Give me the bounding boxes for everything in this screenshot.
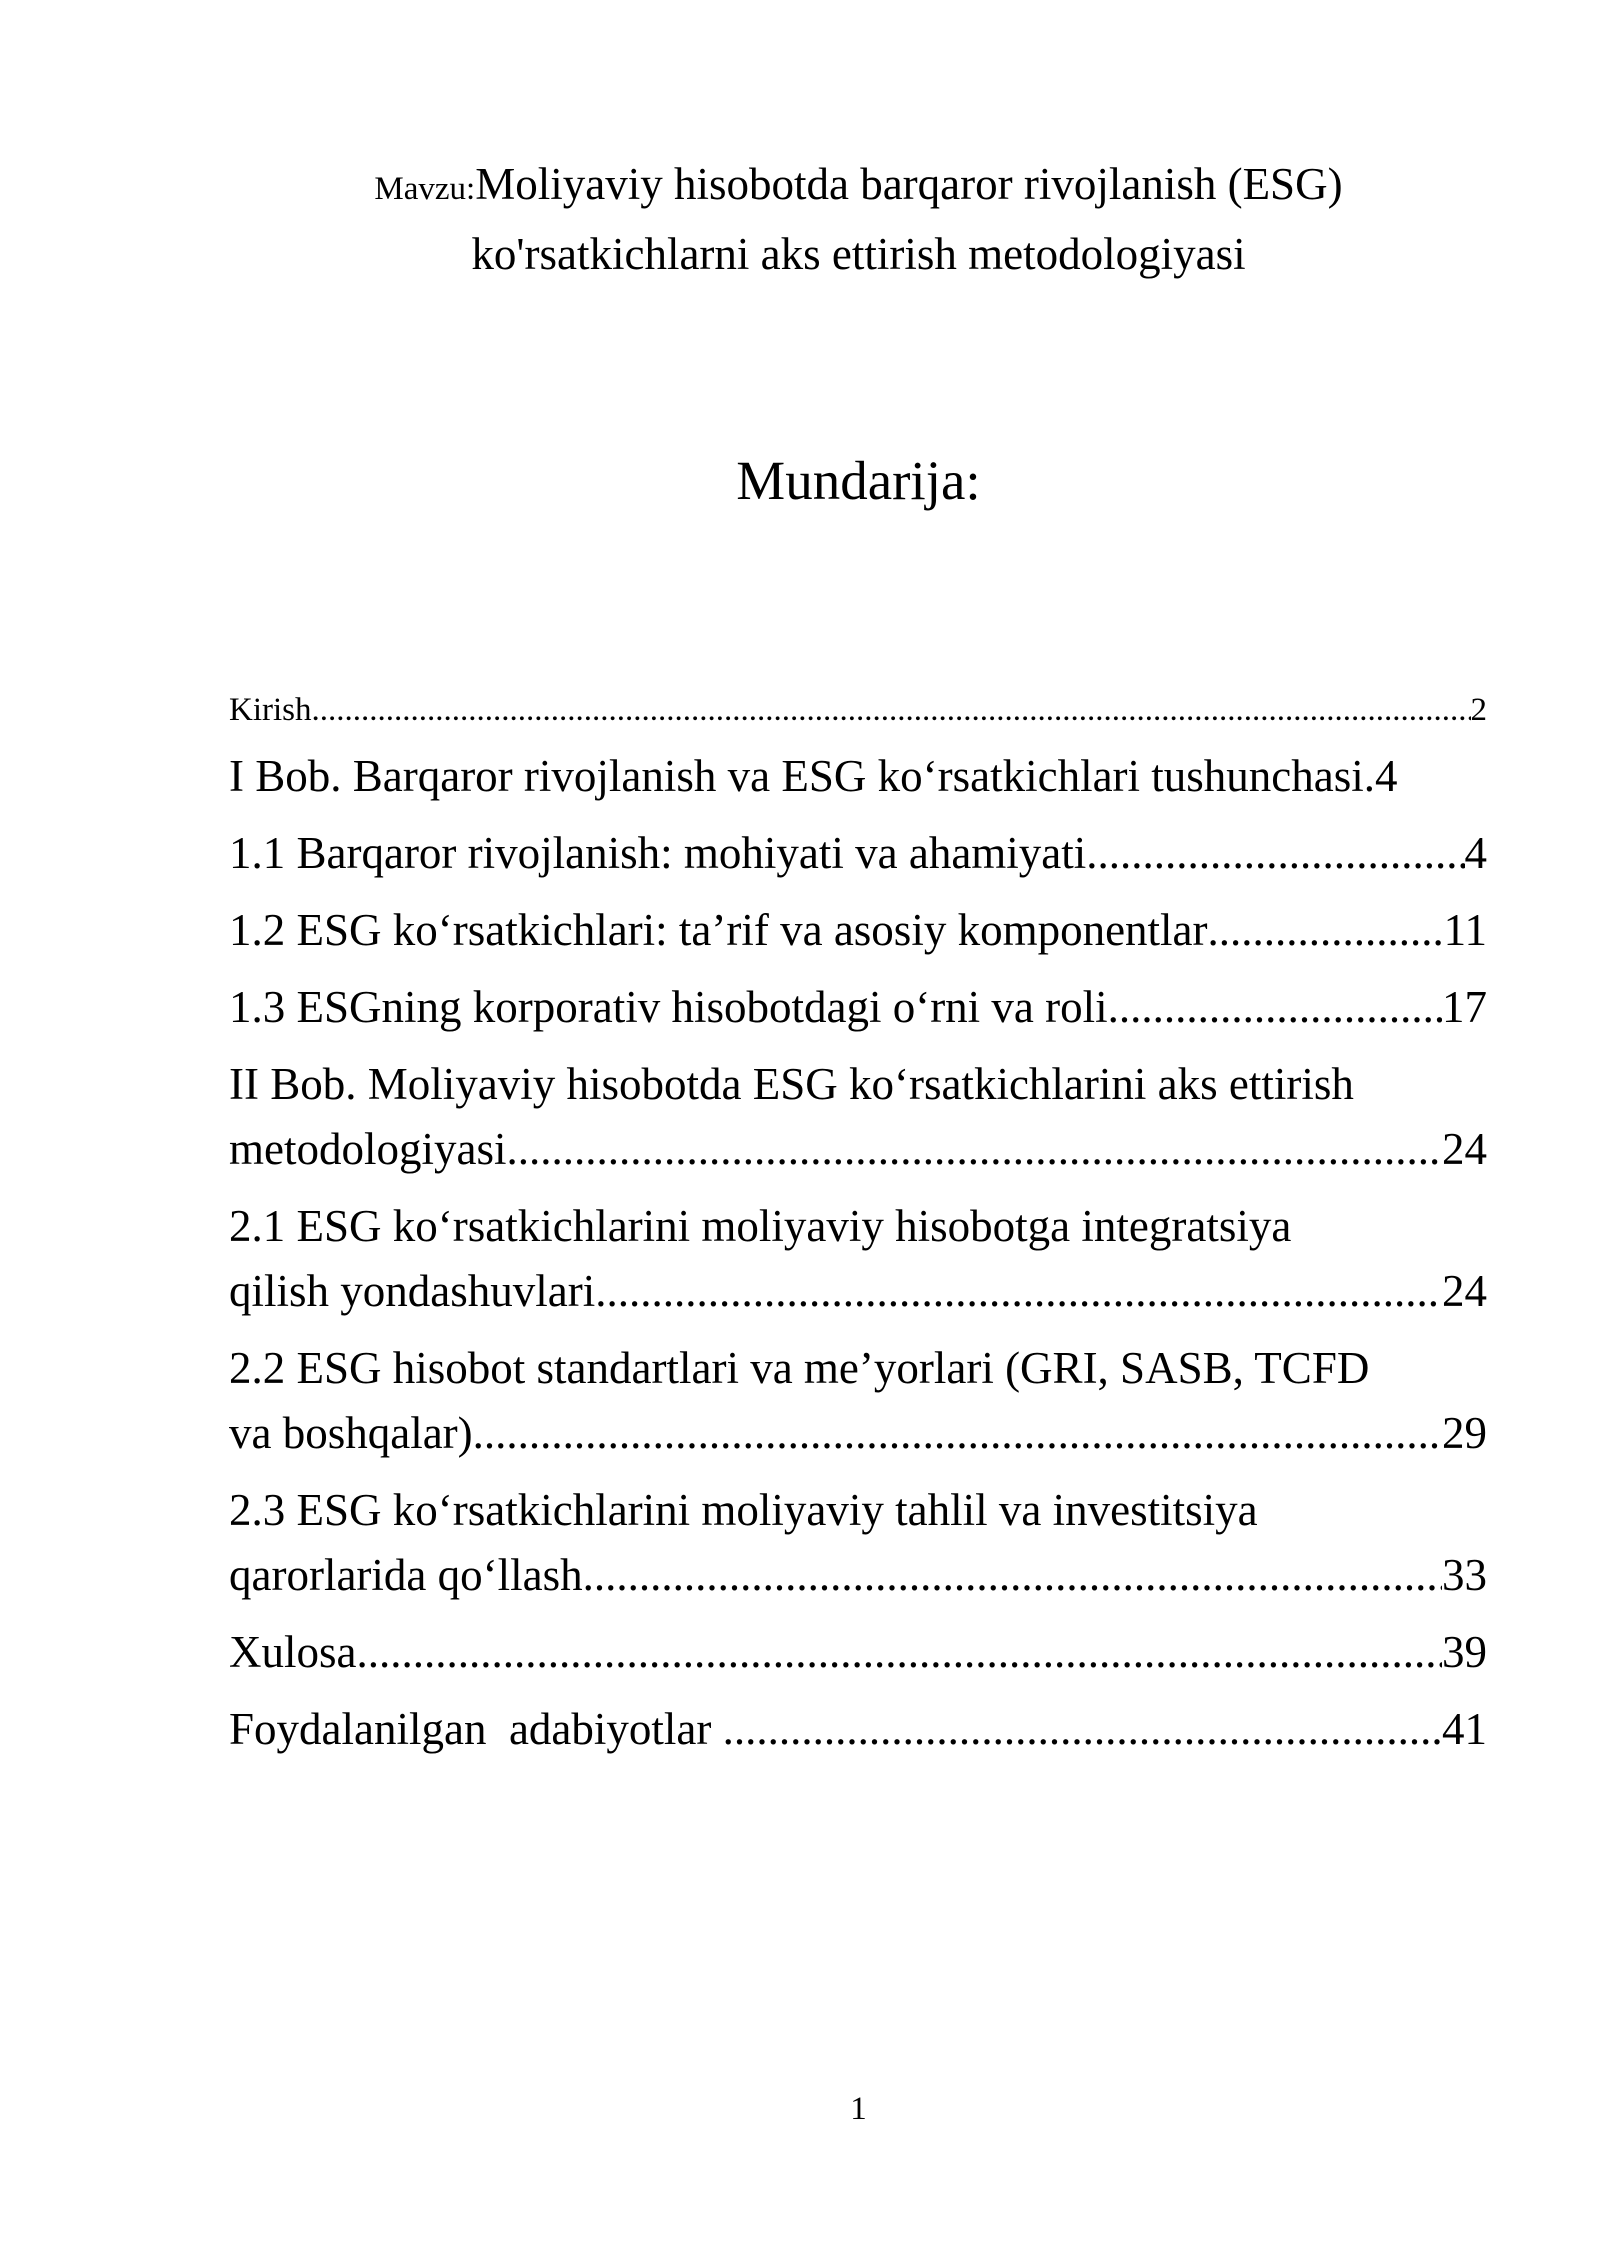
toc-entry-row (229, 1117, 1487, 1182)
toc-entry-2-1[interactable] (229, 1194, 1487, 1324)
toc-entry-page: 33 (1442, 1550, 1487, 1600)
toc-entry-first-line: 2.3 ESG ko‘rsatkichlarini moliyaviy tahlil va investitsiya (229, 1485, 1258, 1535)
toc-entry-text: qarorlarida qo‘llash (229, 1550, 583, 1600)
toc-entry-page: 29 (1442, 1408, 1487, 1458)
topic-heading (0, 152, 1600, 287)
toc-entry-2-2[interactable] (229, 1336, 1487, 1466)
toc-entry-page: 17 (1442, 982, 1487, 1032)
toc-entry-text: Xulosa (229, 1627, 357, 1677)
toc-leader-dots (312, 682, 1471, 738)
toc-leader-dots (473, 1401, 1442, 1466)
toc-entry-row (229, 744, 1487, 809)
topic-prefix: Mavzu: (374, 171, 476, 207)
toc-entry-row (229, 1259, 1487, 1324)
toc-entry-kirish[interactable] (229, 682, 1487, 738)
toc-entry-row (229, 1401, 1487, 1466)
toc-entry-chapter-2[interactable] (229, 1052, 1487, 1182)
toc-entry-row (229, 1697, 1487, 1762)
toc-entry-page: 24 (1442, 1124, 1487, 1174)
toc-entry-row (229, 682, 1487, 738)
toc-entry-1-1[interactable] (229, 821, 1487, 886)
table-of-contents (229, 682, 1487, 1774)
toc-entry-text: metodologiyasi (229, 1124, 507, 1174)
topic-line-1 (0, 152, 1600, 222)
toc-entry-page: 39 (1442, 1627, 1487, 1677)
toc-entry-text: 1.1 Barqaror rivojlanish: mohiyati va ahamiyati (229, 828, 1087, 878)
toc-entry-1-3[interactable] (229, 975, 1487, 1040)
topic-line-2: ko'rsatkichlarni aks ettirish metodologiyasi (471, 229, 1246, 279)
topic-title-part-1: Moliyaviy hisobotda barqaror rivojlanish (ESG) (475, 159, 1343, 209)
toc-entry-text: qilish yondashuvlari (229, 1266, 596, 1316)
toc-leader-dots (506, 1117, 1442, 1182)
toc-entry-chapter-1[interactable] (229, 744, 1487, 809)
toc-entry-text: 1.3 ESGning korporativ hisobotdagi o‘rni va roli (229, 982, 1108, 1032)
toc-leader-dots (723, 1697, 1442, 1762)
toc-leader-dots (1208, 898, 1444, 963)
toc-entry-first-line: II Bob. Moliyaviy hisobotda ESG ko‘rsatkichlarini aks ettirish (229, 1059, 1354, 1109)
toc-entry-text: Kirish (229, 692, 312, 728)
toc-leader-dots (357, 1620, 1443, 1685)
toc-leader-dots (595, 1259, 1442, 1324)
toc-entry-page: 4 (1375, 751, 1398, 801)
toc-entry-row (229, 1620, 1487, 1685)
toc-entry-page: 2 (1470, 692, 1487, 728)
toc-entry-row (229, 975, 1487, 1040)
toc-entry-2-3[interactable] (229, 1478, 1487, 1608)
toc-entry-page: 24 (1442, 1266, 1487, 1316)
toc-entry-text: Foydalanilgan adabiyotlar (229, 1704, 723, 1754)
toc-entry-text: I Bob. Barqaror rivojlanish va ESG ko‘rsatkichlari tushunchasi. (229, 751, 1376, 801)
toc-entry-row (229, 1543, 1487, 1608)
toc-leader-dots (583, 1543, 1442, 1608)
toc-entry-row (229, 898, 1487, 963)
toc-entry-page: 41 (1442, 1704, 1487, 1754)
toc-entry-row (229, 821, 1487, 886)
toc-entry-page: 11 (1443, 905, 1487, 955)
toc-entry-xulosa[interactable] (229, 1620, 1487, 1685)
toc-entry-first-line: 2.1 ESG ko‘rsatkichlarini moliyaviy hisobotga integratsiya (229, 1201, 1292, 1251)
toc-entry-first-line: 2.2 ESG hisobot standartlari va me’yorlari (GRI, SASB, TCFD (229, 1343, 1370, 1393)
toc-leader-dots (1086, 821, 1464, 886)
toc-leader-dots (1108, 975, 1442, 1040)
toc-title: Mundarija: (736, 450, 981, 511)
page-number: 1 (850, 2091, 867, 2127)
toc-entry-page: 4 (1464, 828, 1487, 878)
toc-entry-1-2[interactable] (229, 898, 1487, 963)
toc-entry-adabiyotlar[interactable] (229, 1697, 1487, 1762)
toc-entry-text: 1.2 ESG ko‘rsatkichlari: ta’rif va asosiy komponentlar (229, 905, 1208, 955)
toc-entry-text: va boshqalar) (229, 1408, 473, 1458)
